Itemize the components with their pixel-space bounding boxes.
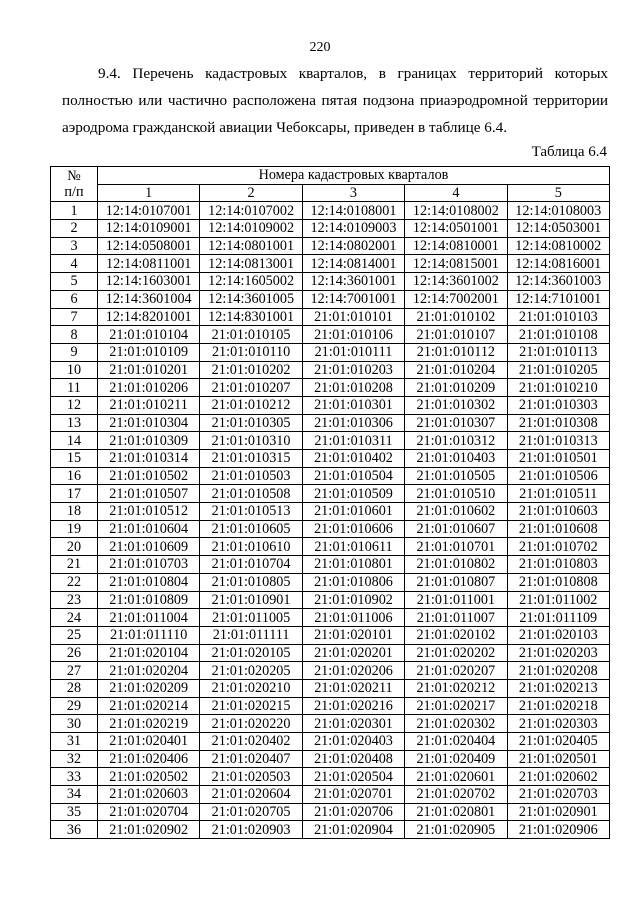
table-row (51, 626, 610, 644)
table-row (51, 450, 610, 468)
cadastral-number-cell: 12:14:0109001 (98, 220, 200, 238)
cadastral-number-cell: 21:01:020705 (200, 803, 302, 821)
row-number-cell: 29 (51, 697, 98, 715)
cadastral-number-cell: 12:14:1603001 (98, 273, 200, 291)
cadastral-number-cell: 21:01:020210 (200, 679, 302, 697)
cadastral-number-cell: 21:01:010305 (200, 414, 302, 432)
row-number-cell: 27 (51, 662, 98, 680)
cadastral-number-cell: 21:01:020301 (302, 715, 404, 733)
cadastral-number-cell: 21:01:010807 (405, 573, 507, 591)
cadastral-number-cell: 21:01:010704 (200, 556, 302, 574)
header-num-top: № (67, 168, 81, 185)
table-body (51, 202, 610, 839)
cadastral-number-cell: 12:14:7101001 (507, 290, 609, 308)
row-number-cell: 10 (51, 361, 98, 379)
cadastral-number-cell: 12:14:0801001 (200, 237, 302, 255)
cadastral-number-cell: 21:01:010803 (507, 556, 609, 574)
cadastral-number-cell: 12:14:0802001 (302, 237, 404, 255)
cadastral-number-cell: 12:14:3601002 (405, 273, 507, 291)
cadastral-number-cell: 21:01:020901 (507, 803, 609, 821)
cadastral-number-cell: 21:01:020103 (507, 626, 609, 644)
table-row (51, 467, 610, 485)
cadastral-number-cell: 21:01:010901 (200, 591, 302, 609)
cadastral-number-cell: 21:01:020701 (302, 786, 404, 804)
row-number-cell: 24 (51, 609, 98, 627)
row-number-cell: 32 (51, 750, 98, 768)
cadastral-number-cell: 21:01:010804 (98, 573, 200, 591)
cadastral-number-cell: 21:01:020401 (98, 733, 200, 751)
cadastral-number-cell: 21:01:011004 (98, 609, 200, 627)
table-row (51, 786, 610, 804)
cadastral-number-cell: 21:01:020502 (98, 768, 200, 786)
cadastral-number-cell: 21:01:020101 (302, 626, 404, 644)
row-number-cell: 28 (51, 679, 98, 697)
cadastral-number-cell: 21:01:011002 (507, 591, 609, 609)
row-number-cell: 8 (51, 326, 98, 344)
cadastral-number-cell: 21:01:010101 (302, 308, 404, 326)
cadastral-number-cell: 21:01:011006 (302, 609, 404, 627)
table-row (51, 273, 610, 291)
cadastral-number-cell: 12:14:0501001 (405, 220, 507, 238)
cadastral-number-cell: 21:01:010506 (507, 467, 609, 485)
row-number-cell: 20 (51, 538, 98, 556)
cadastral-number-cell: 21:01:010202 (200, 361, 302, 379)
header-group: Номера кадастровых кварталов (98, 167, 610, 185)
cadastral-number-cell: 12:14:3601004 (98, 290, 200, 308)
cadastral-number-cell: 21:01:010609 (98, 538, 200, 556)
cadastral-number-cell: 12:14:0107001 (98, 202, 200, 220)
cadastral-number-cell: 21:01:020704 (98, 803, 200, 821)
cadastral-number-cell: 21:01:010313 (507, 432, 609, 450)
table-row (51, 750, 610, 768)
row-number-cell: 34 (51, 786, 98, 804)
cadastral-number-cell: 21:01:020603 (98, 786, 200, 804)
cadastral-number-cell: 21:01:010208 (302, 379, 404, 397)
cadastral-number-cell: 21:01:010607 (405, 520, 507, 538)
cadastral-number-cell: 21:01:010902 (302, 591, 404, 609)
header-row-number (51, 167, 98, 202)
cadastral-number-cell: 21:01:020503 (200, 768, 302, 786)
row-number-cell: 6 (51, 290, 98, 308)
row-number-cell: 5 (51, 273, 98, 291)
cadastral-number-cell: 21:01:010301 (302, 396, 404, 414)
cadastral-number-cell: 21:01:010701 (405, 538, 507, 556)
cadastral-number-cell: 21:01:020209 (98, 679, 200, 697)
cadastral-number-cell: 21:01:020903 (200, 821, 302, 839)
cadastral-number-cell: 21:01:010510 (405, 485, 507, 503)
table-row (51, 326, 610, 344)
header-column: 2 (200, 184, 302, 202)
cadastral-number-cell: 21:01:020602 (507, 768, 609, 786)
cadastral-number-cell: 12:14:0811001 (98, 255, 200, 273)
cadastral-number-cell: 21:01:020206 (302, 662, 404, 680)
cadastral-number-cell: 21:01:010605 (200, 520, 302, 538)
header-num-bottom: п/п (64, 184, 84, 201)
row-number-cell: 11 (51, 379, 98, 397)
cadastral-number-cell: 21:01:010303 (507, 396, 609, 414)
cadastral-number-cell: 12:14:3601001 (302, 273, 404, 291)
cadastral-number-cell: 12:14:0508001 (98, 237, 200, 255)
cadastral-number-cell: 21:01:020201 (302, 644, 404, 662)
table-header (51, 167, 610, 202)
cadastral-number-cell: 21:01:010601 (302, 503, 404, 521)
cadastral-number-cell: 21:01:020402 (200, 733, 302, 751)
cadastral-number-cell: 21:01:010306 (302, 414, 404, 432)
header-column: 1 (98, 184, 200, 202)
row-number-cell: 25 (51, 626, 98, 644)
cadastral-number-cell: 12:14:0109003 (302, 220, 404, 238)
cadastral-number-cell: 21:01:010108 (507, 326, 609, 344)
cadastral-number-cell: 21:01:010204 (405, 361, 507, 379)
cadastral-number-cell: 21:01:010309 (98, 432, 200, 450)
cadastral-number-cell: 21:01:010302 (405, 396, 507, 414)
cadastral-number-cell: 21:01:020207 (405, 662, 507, 680)
cadastral-number-cell: 21:01:020409 (405, 750, 507, 768)
cadastral-number-cell: 21:01:010211 (98, 396, 200, 414)
table-row (51, 538, 610, 556)
cadastral-number-cell: 21:01:011001 (405, 591, 507, 609)
cadastral-number-cell: 12:14:1605002 (200, 273, 302, 291)
cadastral-number-cell: 12:14:8301001 (200, 308, 302, 326)
table-row (51, 644, 610, 662)
cadastral-number-cell: 21:01:020702 (405, 786, 507, 804)
cadastral-number-cell: 21:01:011111 (200, 626, 302, 644)
cadastral-number-cell: 21:01:010103 (507, 308, 609, 326)
cadastral-number-cell: 21:01:010314 (98, 450, 200, 468)
table-row (51, 520, 610, 538)
cadastral-number-cell: 21:01:011109 (507, 609, 609, 627)
cadastral-number-cell: 21:01:010509 (302, 485, 404, 503)
row-number-cell: 35 (51, 803, 98, 821)
row-number-cell: 3 (51, 237, 98, 255)
cadastral-number-cell: 21:01:010207 (200, 379, 302, 397)
cadastral-number-cell: 21:01:010307 (405, 414, 507, 432)
cadastral-number-cell: 21:01:010508 (200, 485, 302, 503)
page-number: 220 (309, 40, 331, 55)
cadastral-number-cell: 21:01:020211 (302, 679, 404, 697)
cadastral-number-cell: 12:14:0813001 (200, 255, 302, 273)
cadastral-number-cell: 21:01:020215 (200, 697, 302, 715)
cadastral-number-cell: 21:01:010512 (98, 503, 200, 521)
cadastral-number-cell: 12:14:0108002 (405, 202, 507, 220)
row-number-cell: 17 (51, 485, 98, 503)
cadastral-number-cell: 21:01:010806 (302, 573, 404, 591)
cadastral-number-cell: 21:01:010110 (200, 343, 302, 361)
cadastral-number-cell: 12:14:0814001 (302, 255, 404, 273)
cadastral-number-cell: 21:01:020902 (98, 821, 200, 839)
header-column: 3 (302, 184, 404, 202)
header-column: 5 (507, 184, 609, 202)
row-number-cell: 33 (51, 768, 98, 786)
cadastral-number-cell: 21:01:010503 (200, 467, 302, 485)
table-caption: Таблица 6.4 (531, 144, 607, 160)
table-row (51, 343, 610, 361)
table-row (51, 361, 610, 379)
cadastral-number-cell: 21:01:020205 (200, 662, 302, 680)
cadastral-number-cell: 21:01:011007 (405, 609, 507, 627)
cadastral-number-cell: 21:01:010107 (405, 326, 507, 344)
table-row (51, 485, 610, 503)
table-row (51, 379, 610, 397)
table-row (51, 414, 610, 432)
cadastral-number-cell: 21:01:020214 (98, 697, 200, 715)
row-number-cell: 1 (51, 202, 98, 220)
table-container (50, 166, 609, 839)
cadastral-number-cell: 21:01:020202 (405, 644, 507, 662)
table-row (51, 290, 610, 308)
cadastral-number-cell: 21:01:020403 (302, 733, 404, 751)
cadastral-number-cell: 21:01:010703 (98, 556, 200, 574)
table-row (51, 308, 610, 326)
cadastral-number-cell: 21:01:020203 (507, 644, 609, 662)
table-row (51, 768, 610, 786)
cadastral-number-cell: 21:01:010111 (302, 343, 404, 361)
cadastral-number-cell: 21:01:020104 (98, 644, 200, 662)
cadastral-number-cell: 12:14:7001001 (302, 290, 404, 308)
cadastral-number-cell: 21:01:010505 (405, 467, 507, 485)
header-column: 4 (405, 184, 507, 202)
cadastral-number-cell: 21:01:020706 (302, 803, 404, 821)
cadastral-number-cell: 21:01:010501 (507, 450, 609, 468)
intro-text: 9.4. Перечень кадастровых кварталов, в границах территорий которых полностью или частично расположена пятая подзона приаэродромной территории аэродрома гражданской авиации Чебоксары, приведен в таблице 6.4. (62, 65, 608, 136)
table-row (51, 679, 610, 697)
table-row (51, 715, 610, 733)
cadastral-number-cell: 12:14:0108003 (507, 202, 609, 220)
cadastral-number-cell: 21:01:010702 (507, 538, 609, 556)
cadastral-number-cell: 21:01:010603 (507, 503, 609, 521)
cadastral-number-cell: 21:01:020219 (98, 715, 200, 733)
row-number-cell: 2 (51, 220, 98, 238)
cadastral-number-cell: 12:14:0108001 (302, 202, 404, 220)
cadastral-number-cell: 21:01:010611 (302, 538, 404, 556)
cadastral-number-cell: 21:01:020303 (507, 715, 609, 733)
cadastral-number-cell: 21:01:010106 (302, 326, 404, 344)
cadastral-number-cell: 21:01:010315 (200, 450, 302, 468)
table-row (51, 609, 610, 627)
cadastral-number-cell: 21:01:020406 (98, 750, 200, 768)
cadastral-number-cell: 12:14:3601003 (507, 273, 609, 291)
cadastral-number-cell: 21:01:020405 (507, 733, 609, 751)
row-number-cell: 30 (51, 715, 98, 733)
cadastral-number-cell: 21:01:010102 (405, 308, 507, 326)
cadastral-number-cell: 21:01:010801 (302, 556, 404, 574)
cadastral-number-cell: 21:01:010209 (405, 379, 507, 397)
cadastral-number-cell: 21:01:010403 (405, 450, 507, 468)
cadastral-number-cell: 21:01:010203 (302, 361, 404, 379)
cadastral-number-cell: 21:01:010105 (200, 326, 302, 344)
cadastral-number-cell: 21:01:020204 (98, 662, 200, 680)
row-number-cell: 16 (51, 467, 98, 485)
cadastral-number-cell: 21:01:010513 (200, 503, 302, 521)
row-number-cell: 14 (51, 432, 98, 450)
cadastral-number-cell: 21:01:020217 (405, 697, 507, 715)
row-number-cell: 19 (51, 520, 98, 538)
cadastral-number-cell: 21:01:010212 (200, 396, 302, 414)
row-number-cell: 31 (51, 733, 98, 751)
cadastral-number-cell: 21:01:020407 (200, 750, 302, 768)
cadastral-number-cell: 21:01:020208 (507, 662, 609, 680)
cadastral-number-cell: 21:01:010502 (98, 467, 200, 485)
cadastral-number-cell: 12:14:0816001 (507, 255, 609, 273)
cadastral-number-cell: 21:01:010109 (98, 343, 200, 361)
cadastral-number-cell: 21:01:011110 (98, 626, 200, 644)
intro-paragraph (62, 60, 608, 141)
table-row (51, 503, 610, 521)
table-row (51, 432, 610, 450)
table-row (51, 662, 610, 680)
table-row (51, 396, 610, 414)
cadastral-number-cell: 21:01:010113 (507, 343, 609, 361)
cadastral-number-cell: 12:14:0107002 (200, 202, 302, 220)
cadastral-number-cell: 21:01:010206 (98, 379, 200, 397)
cadastral-number-cell: 21:01:010511 (507, 485, 609, 503)
cadastral-number-cell: 21:01:020220 (200, 715, 302, 733)
row-number-cell: 22 (51, 573, 98, 591)
cadastral-quarters-table (50, 166, 610, 839)
cadastral-number-cell: 21:01:010504 (302, 467, 404, 485)
cadastral-number-cell: 21:01:020501 (507, 750, 609, 768)
row-number-cell: 21 (51, 556, 98, 574)
row-number-cell: 13 (51, 414, 98, 432)
cadastral-number-cell: 21:01:020216 (302, 697, 404, 715)
cadastral-number-cell: 21:01:010312 (405, 432, 507, 450)
cadastral-number-cell: 12:14:0810002 (507, 237, 609, 255)
row-number-cell: 26 (51, 644, 98, 662)
table-row (51, 821, 610, 839)
cadastral-number-cell: 21:01:020218 (507, 697, 609, 715)
cadastral-number-cell: 21:01:020302 (405, 715, 507, 733)
cadastral-number-cell: 12:14:0109002 (200, 220, 302, 238)
cadastral-number-cell: 21:01:020904 (302, 821, 404, 839)
table-row (51, 573, 610, 591)
cadastral-number-cell: 21:01:010112 (405, 343, 507, 361)
cadastral-number-cell: 21:01:010602 (405, 503, 507, 521)
cadastral-number-cell: 21:01:010205 (507, 361, 609, 379)
cadastral-number-cell: 21:01:020105 (200, 644, 302, 662)
cadastral-number-cell: 21:01:020905 (405, 821, 507, 839)
cadastral-number-cell: 21:01:020212 (405, 679, 507, 697)
cadastral-number-cell: 21:01:020906 (507, 821, 609, 839)
table-row (51, 591, 610, 609)
cadastral-number-cell: 21:01:010310 (200, 432, 302, 450)
cadastral-number-cell: 21:01:010402 (302, 450, 404, 468)
cadastral-number-cell: 21:01:010808 (507, 573, 609, 591)
table-row (51, 220, 610, 238)
table-row (51, 237, 610, 255)
cadastral-number-cell: 21:01:010805 (200, 573, 302, 591)
cadastral-number-cell: 21:01:020801 (405, 803, 507, 821)
cadastral-number-cell: 21:01:010308 (507, 414, 609, 432)
cadastral-number-cell: 21:01:010604 (98, 520, 200, 538)
row-number-cell: 23 (51, 591, 98, 609)
cadastral-number-cell: 21:01:020404 (405, 733, 507, 751)
cadastral-number-cell: 21:01:010606 (302, 520, 404, 538)
cadastral-number-cell: 12:14:3601005 (200, 290, 302, 308)
cadastral-number-cell: 21:01:020213 (507, 679, 609, 697)
table-row (51, 202, 610, 220)
cadastral-number-cell: 21:01:011005 (200, 609, 302, 627)
cadastral-number-cell: 12:14:8201001 (98, 308, 200, 326)
row-number-cell: 12 (51, 396, 98, 414)
cadastral-number-cell: 21:01:010809 (98, 591, 200, 609)
cadastral-number-cell: 21:01:020504 (302, 768, 404, 786)
cadastral-number-cell: 21:01:010304 (98, 414, 200, 432)
cadastral-number-cell: 21:01:020408 (302, 750, 404, 768)
cadastral-number-cell: 21:01:020102 (405, 626, 507, 644)
table-row (51, 733, 610, 751)
cadastral-number-cell: 12:14:0810001 (405, 237, 507, 255)
row-number-cell: 18 (51, 503, 98, 521)
cadastral-number-cell: 21:01:020703 (507, 786, 609, 804)
cadastral-number-cell: 12:14:0815001 (405, 255, 507, 273)
cadastral-number-cell: 21:01:010507 (98, 485, 200, 503)
row-number-cell: 15 (51, 450, 98, 468)
cadastral-number-cell: 12:14:0503001 (507, 220, 609, 238)
cadastral-number-cell: 21:01:020601 (405, 768, 507, 786)
row-number-cell: 9 (51, 343, 98, 361)
cadastral-number-cell: 12:14:7002001 (405, 290, 507, 308)
cadastral-number-cell: 21:01:010802 (405, 556, 507, 574)
cadastral-number-cell: 21:01:020604 (200, 786, 302, 804)
cadastral-number-cell: 21:01:010311 (302, 432, 404, 450)
cadastral-number-cell: 21:01:010610 (200, 538, 302, 556)
table-row (51, 255, 610, 273)
cadastral-number-cell: 21:01:010104 (98, 326, 200, 344)
cadastral-number-cell: 21:01:010608 (507, 520, 609, 538)
row-number-cell: 4 (51, 255, 98, 273)
cadastral-number-cell: 21:01:010210 (507, 379, 609, 397)
row-number-cell: 36 (51, 821, 98, 839)
table-row (51, 556, 610, 574)
row-number-cell: 7 (51, 308, 98, 326)
table-row (51, 697, 610, 715)
cadastral-number-cell: 21:01:010201 (98, 361, 200, 379)
table-row (51, 803, 610, 821)
